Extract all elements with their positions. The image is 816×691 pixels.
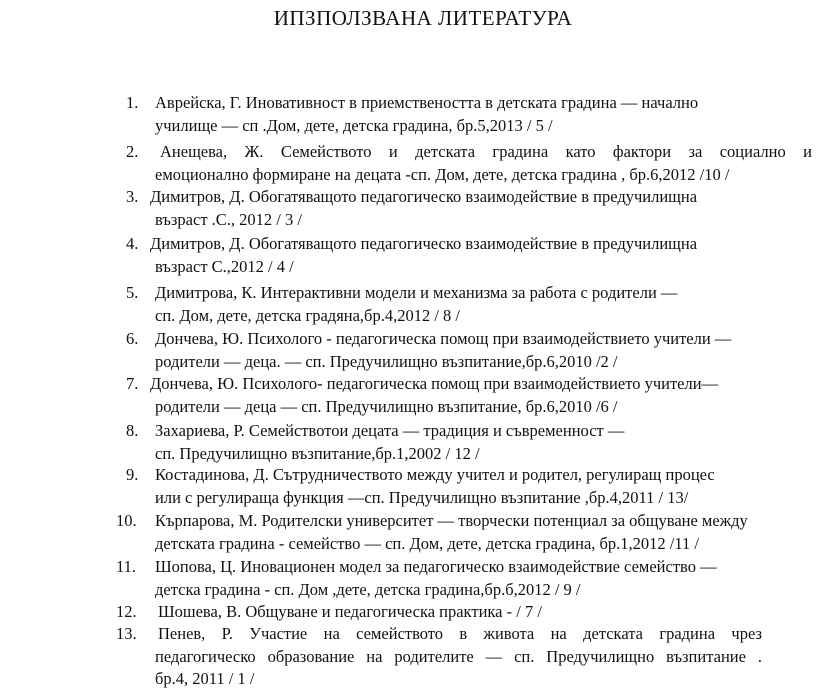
reference-line: емоционално формиране на децата -сп. Дом, дете, детска градина , бр.6,2012 /10 /: [155, 164, 730, 184]
reference-line: възраст С.,2012 / 4 /: [155, 256, 294, 276]
reference-number: 8.: [126, 421, 139, 440]
reference-number: 12.: [116, 602, 137, 621]
reference-line: Шопова, Ц. Иновационен модел за педагогическо взаимодействие семейство —: [155, 557, 717, 576]
reference-line: детската градина - семейство — сп. Дом, дете, детска градина, бр.1,2012 /11 /: [155, 533, 699, 553]
reference-line: Анещева, Ж. Семейството и детската градина като фактори за социално и: [160, 142, 812, 161]
reference-line: Димитров, Д. Обогатяващото педагогическо взаимодействие в предучилищна: [150, 234, 698, 253]
reference-line: училище — сп .Дом, дете, детска градина, бр.5,2013 / 5 /: [155, 115, 553, 135]
reference-line: Шошева, В. Общуване и педагогическа практика - / 7 /: [158, 602, 542, 621]
reference-line: Костадинова, Д. Сътрудничеството между учител и родител, регулиращ процес: [155, 465, 715, 484]
reference-line: педагогическо образование на родителите — сп. Предучилищно възпитание .: [155, 646, 762, 666]
reference-line: Захариева, Р. Семействотои децата — традиция и съвременност —: [155, 421, 625, 440]
reference-line: възраст .С., 2012 / 3 /: [155, 209, 302, 229]
reference-number: 7.: [126, 374, 139, 393]
reference-line: Кърпарова, М. Родителски университет — творчески потенциал за общуване между: [155, 511, 748, 530]
reference-number: 13.: [116, 624, 137, 643]
reference-line: бр.4, 2011 / 1 /: [155, 669, 255, 688]
reference-line: Аврейска, Г. Иновативност в приемствеността в детската градина — начално: [155, 93, 699, 112]
reference-number: 9.: [126, 465, 139, 484]
reference-line: детска градина - сп. Дом ,дете, детска градина,бр.б,2012 / 9 /: [155, 579, 581, 599]
reference-line: сп. Дом, дете, детска градяна,бр.4,2012 / 8 /: [155, 305, 461, 325]
reference-line: родители — деца. — сп. Предучилищно възпитание,бр.6,2010 /2 /: [155, 351, 618, 371]
reference-number: 2.: [126, 142, 139, 161]
reference-number: 5.: [126, 283, 139, 302]
reference-line: родители — деца — сп. Предучилищно възпитание, бр.6,2010 /6 /: [155, 396, 618, 416]
reference-number: 1.: [126, 93, 139, 112]
reference-line: Пенев, Р. Участие на семейството в живота на детската градина чрез: [158, 624, 762, 643]
reference-number: 6.: [126, 329, 139, 348]
reference-line: сп. Предучилищно възпитание,бр.1,2002 / 12 /: [155, 443, 480, 463]
reference-line: или с регулираща функция —сп. Предучилищно възпитание ,бр.4,2011 / 13/: [155, 487, 689, 507]
reference-number: 11.: [116, 557, 137, 576]
reference-number: 4.: [126, 234, 139, 253]
reference-line: Дончева, Ю. Психолого- педагогическа помощ при взаимодействието учители—: [150, 374, 719, 393]
reference-number: 3.: [126, 187, 139, 206]
reference-number: 10.: [116, 511, 137, 530]
reference-line: Димитров, Д. Обогатяващото педагогическо взаимодействие в предучилищна: [150, 187, 698, 206]
reference-line: Димитрова, К. Интерактивни модели и механизма за работа с родители —: [155, 283, 678, 302]
reference-line: Дончева, Ю. Психолого - педагогическа помощ при взаимодействието учители —: [155, 329, 732, 348]
page-title: ИПЗПОЛЗВАНА ЛИТЕРАТУРА: [273, 6, 573, 30]
